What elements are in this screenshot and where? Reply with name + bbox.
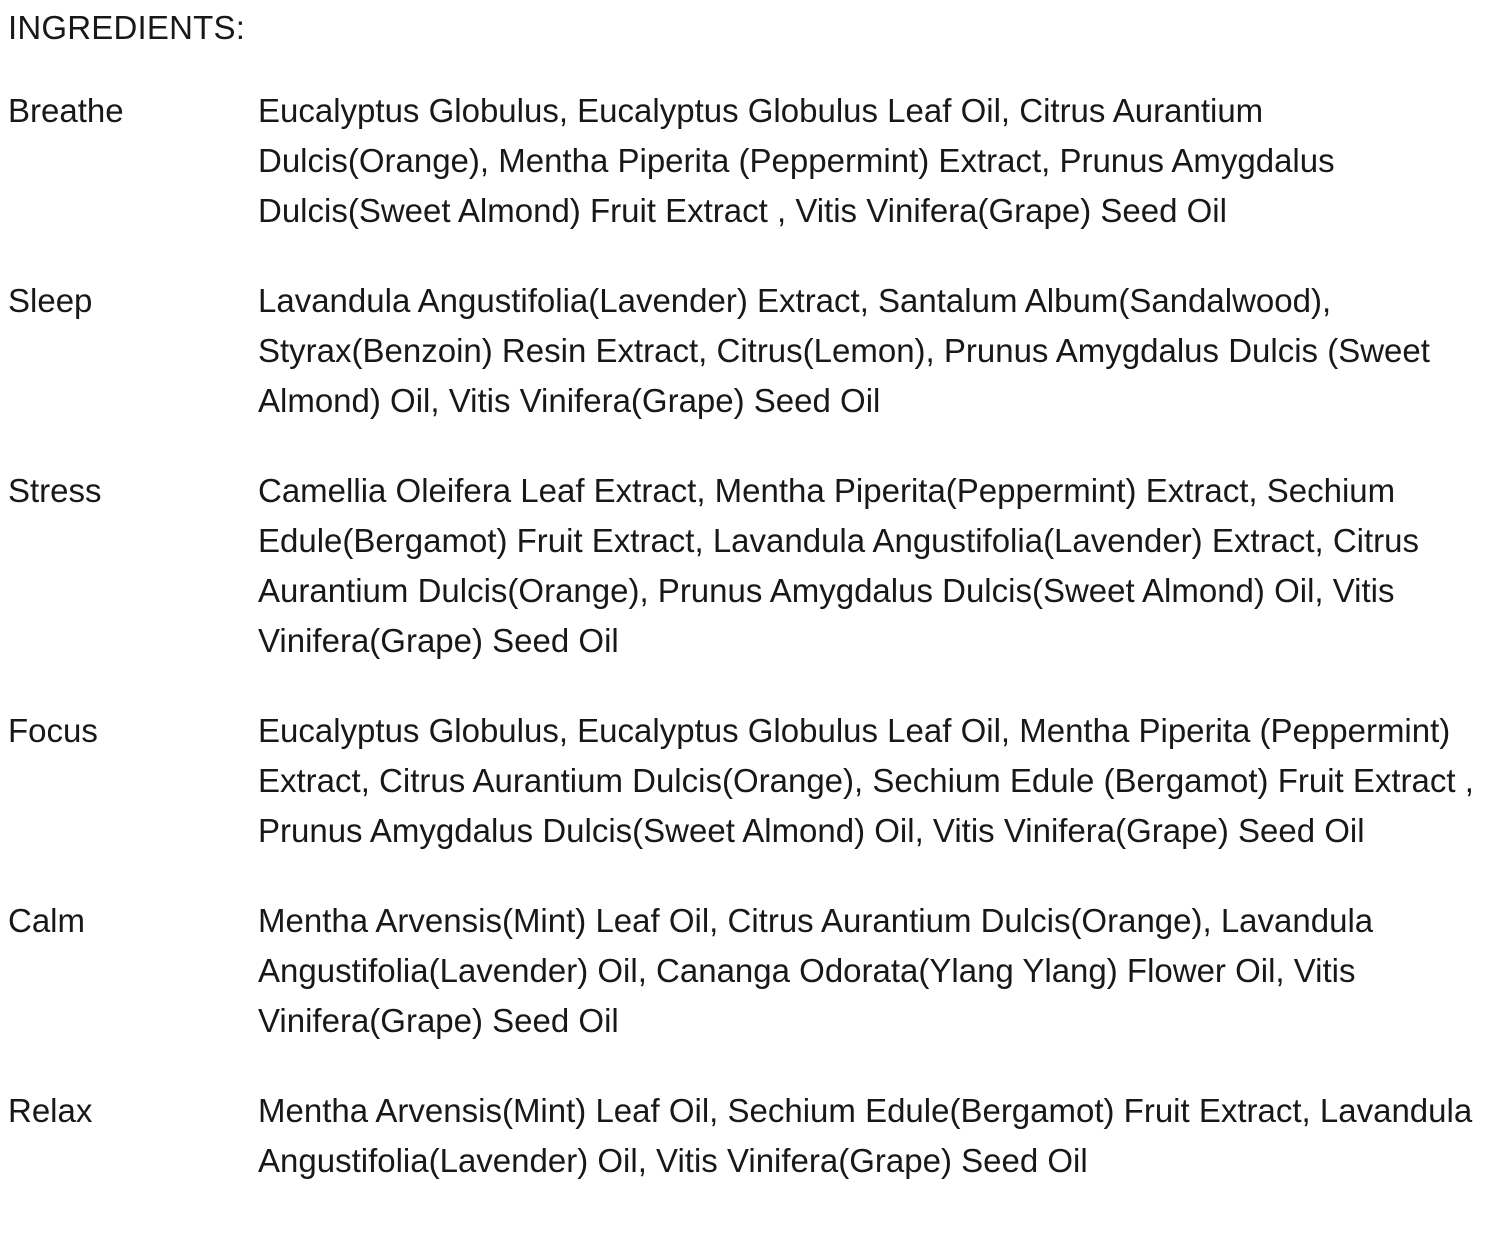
ingredient-row [8, 706, 1490, 856]
ingredient-list: Lavandula Angustifolia(Lavender) Extract, Santalum Album(Sandalwood), Styrax(Benzoin) Resin Extract, Citrus(Lemon), Prunus Amygdalus Dulcis (Sweet Almond) Oil, Vitis Vinifera(Grape) Seed Oil [258, 282, 1430, 419]
ingredient-row [8, 1086, 1490, 1186]
ingredient-list: Mentha Arvensis(Mint) Leaf Oil, Sechium Edule(Bergamot) Fruit Extract, Lavandula Angustifolia(Lavender) Oil, Vitis Vinifera(Grape) Seed Oil [258, 1092, 1473, 1179]
ingredient-blend-name: Relax [8, 1092, 93, 1129]
ingredient-list: Eucalyptus Globulus, Eucalyptus Globulus Leaf Oil, Mentha Piperita (Peppermint) Extract, Citrus Aurantium Dulcis(Orange), Sechium Edule (Bergamot) Fruit Extract , Prunus Amygdalus Dulcis(Sweet Almond) Oil, Vitis Vinifera(Grape) Seed Oil [258, 712, 1474, 849]
ingredient-blend-name: Breathe [8, 92, 124, 129]
ingredient-blend-name: Calm [8, 902, 86, 939]
ingredient-row [8, 276, 1490, 426]
ingredient-list: Eucalyptus Globulus, Eucalyptus Globulus Leaf Oil, Citrus Aurantium Dulcis(Orange), Mentha Piperita (Peppermint) Extract, Prunus Amygdalus Dulcis(Sweet Almond) Fruit Extract , Vitis Vinifera(Grape) Seed Oil [258, 92, 1335, 229]
ingredient-blend-name: Focus [8, 712, 98, 749]
ingredient-row [8, 466, 1490, 666]
ingredient-row [8, 896, 1490, 1046]
ingredient-row [8, 86, 1490, 236]
ingredient-blend-name: Stress [8, 472, 102, 509]
ingredient-list: Mentha Arvensis(Mint) Leaf Oil, Citrus Aurantium Dulcis(Orange), Lavandula Angustifolia(Lavender) Oil, Cananga Odorata(Ylang Ylang) Flower Oil, Vitis Vinifera(Grape) Seed Oil [258, 902, 1374, 1039]
ingredient-list: Camellia Oleifera Leaf Extract, Mentha Piperita(Peppermint) Extract, Sechium Edule(Bergamot) Fruit Extract, Lavandula Angustifolia(Lavender) Extract, Citrus Aurantium Dulcis(Orange), Prunus Amygdalus Dulcis(Sweet Almond) Oil, Vitis Vinifera(Grape) Seed Oil [258, 472, 1420, 659]
ingredient-blend-name: Sleep [8, 282, 93, 319]
page-title: INGREDIENTS: [8, 9, 246, 46]
